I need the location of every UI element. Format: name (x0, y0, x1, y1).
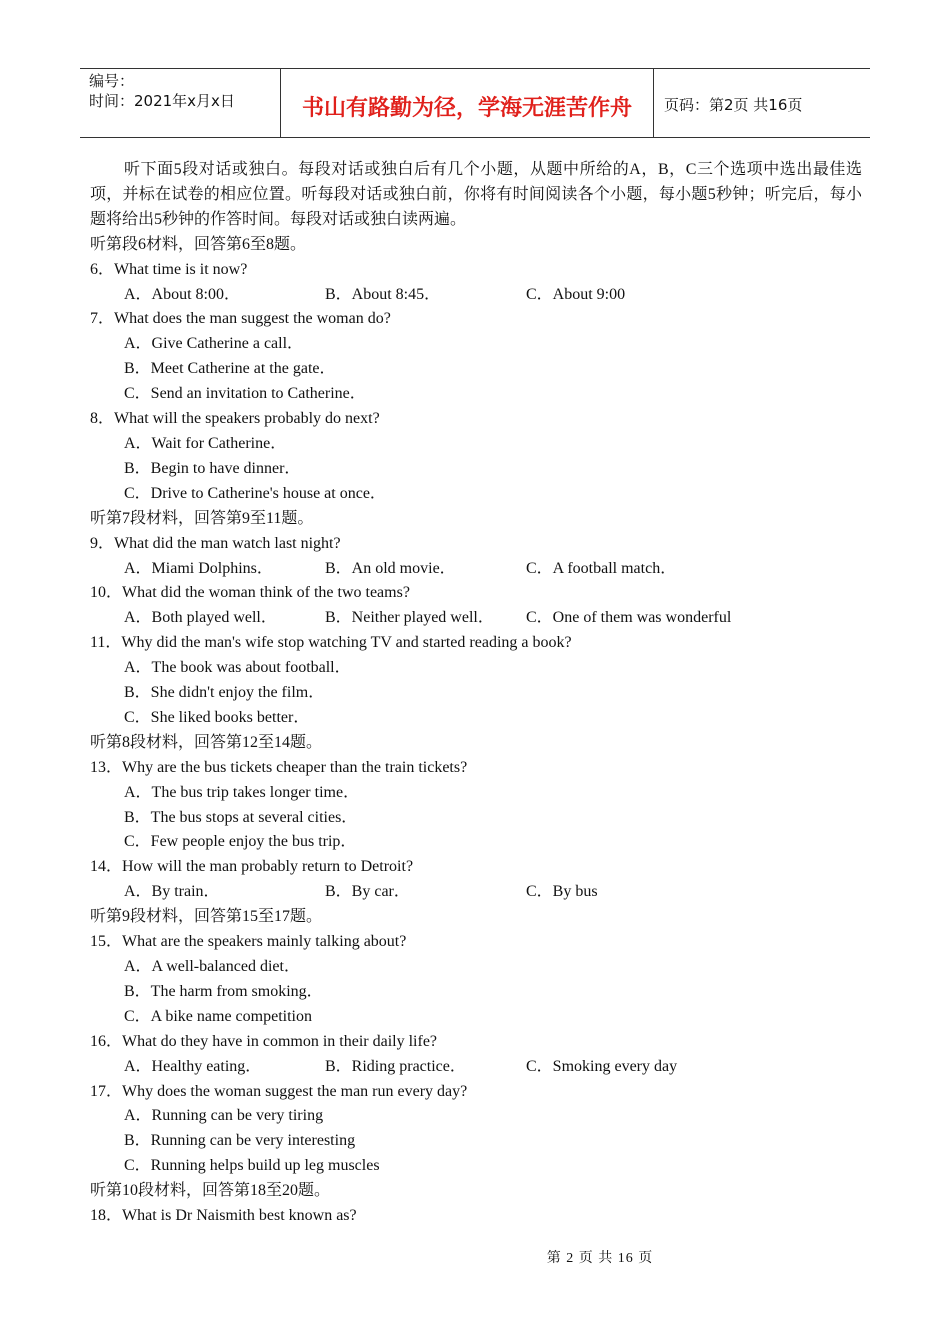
question-text: 13．Why are the bus tickets cheaper than the train tickets? (90, 758, 468, 776)
answer-option: B．She didn't enjoy the film． (124, 684, 325, 702)
page-footer (0, 1247, 950, 1267)
answer-option: A．The book was about football． (124, 659, 351, 677)
answer-option: B．The harm from smoking． (124, 982, 323, 1000)
document-body (90, 158, 862, 1229)
answer-option: A．Both played well． (124, 609, 277, 627)
instructions-paragraph: 听下面5段对话或独白。每段对话或独白后有几个小题，从题中所给的A，B，C三个选项中选出最佳选项，并标在试卷的相应位置。听每段对话或独白前，你将有时间阅读各个小题，每小题5秒钟；听完后，每小题将给出5秒钟的作答时间。每段对话或独白读两遍。 (90, 161, 862, 228)
header-page-info: 页码：第2页 共16页 (664, 95, 803, 114)
question-text: 14．How will the man probably return to Detroit? (90, 858, 414, 876)
answer-option: A．A well-balanced diet． (124, 958, 300, 975)
question-text: 15．What are the speakers mainly talking about? (90, 933, 407, 951)
answer-option: A．Healthy eating． (124, 1057, 262, 1075)
answer-option: C．Few people enjoy the bus trip． (124, 833, 357, 851)
header-motto: 书山有路勤为径，学海无涯苦作舟 (281, 69, 654, 137)
footer-page-number: 第 2 页 共 16 页 (546, 1251, 654, 1266)
answer-option: B．About 8:45． (325, 285, 441, 303)
question-text: 9．What did the man watch last night? (90, 534, 341, 552)
section-heading: 听第8段材料，回答第12至14题。 (90, 733, 323, 751)
section-heading: 听第10段材料，回答第18至20题。 (90, 1182, 331, 1200)
answer-option: B．The bus stops at several cities． (124, 808, 358, 826)
answer-option: A．By train． (124, 883, 220, 901)
section-heading: 听第7段材料，回答第9至11题。 (90, 509, 314, 527)
answer-option: C．Send an invitation to Catherine． (124, 385, 366, 403)
answer-option: C．By bus (526, 883, 598, 901)
answer-option: C．Running helps build up leg muscles (124, 1157, 380, 1175)
options-row (90, 606, 862, 631)
answer-option: C．A bike name competition (124, 1007, 312, 1025)
header-number-label: 编号： (89, 72, 135, 90)
answer-option: C．Drive to Catherine's house at once． (124, 484, 386, 502)
header-date-label: 时间：2021年x月x日 (89, 92, 235, 110)
options-row (90, 557, 862, 582)
answer-option: B．Riding practice． (325, 1057, 466, 1075)
options-row (90, 283, 862, 308)
answer-option: B．Running can be very interesting (124, 1132, 356, 1150)
answer-option: B．Meet Catherine at the gate． (124, 360, 336, 378)
answer-option: B．By car． (325, 883, 410, 901)
question-text: 7．What does the man suggest the woman do? (90, 310, 391, 328)
question-text: 17．Why does the woman suggest the man run every day? (90, 1082, 468, 1100)
question-text: 16．What do they have in common in their daily life? (90, 1032, 438, 1050)
answer-option: B．Begin to have dinner． (124, 459, 301, 477)
answer-option: A．Miami Dolphins． (124, 559, 273, 577)
answer-option: C．Smoking every day (526, 1057, 678, 1075)
page-header (80, 68, 870, 138)
header-meta (80, 69, 281, 137)
question-text: 8．What will the speakers probably do next? (90, 410, 380, 428)
answer-option: B．Neither played well． (325, 609, 494, 627)
answer-option: A．Give Catherine a call． (124, 335, 304, 353)
answer-option: A．About 8:00． (124, 285, 241, 303)
options-row (90, 1055, 862, 1080)
answer-option: A．Wait for Catherine． (124, 434, 287, 452)
section-heading: 听第段6材料，回答第6至8题。 (90, 235, 307, 253)
answer-option: C．A football match． (526, 559, 677, 577)
section-heading: 听第9段材料，回答第15至17题。 (90, 908, 323, 926)
question-text: 18．What is Dr Naismith best known as? (90, 1207, 357, 1225)
answer-option: B．An old movie． (325, 559, 456, 577)
question-text: 11．Why did the man's wife stop watching TV and started reading a book? (90, 634, 572, 652)
question-text: 6．What time is it now? (90, 260, 248, 278)
answer-option: C．One of them was wonderful (526, 609, 732, 627)
options-row (90, 880, 862, 905)
answer-option: C．About 9:00 (526, 285, 626, 303)
question-text: 10．What did the woman think of the two teams? (90, 584, 410, 602)
answer-option: A．Running can be very tiring (124, 1107, 324, 1125)
answer-option: A．The bus trip takes longer time． (124, 783, 360, 801)
answer-option: C．She liked books better． (124, 708, 310, 726)
